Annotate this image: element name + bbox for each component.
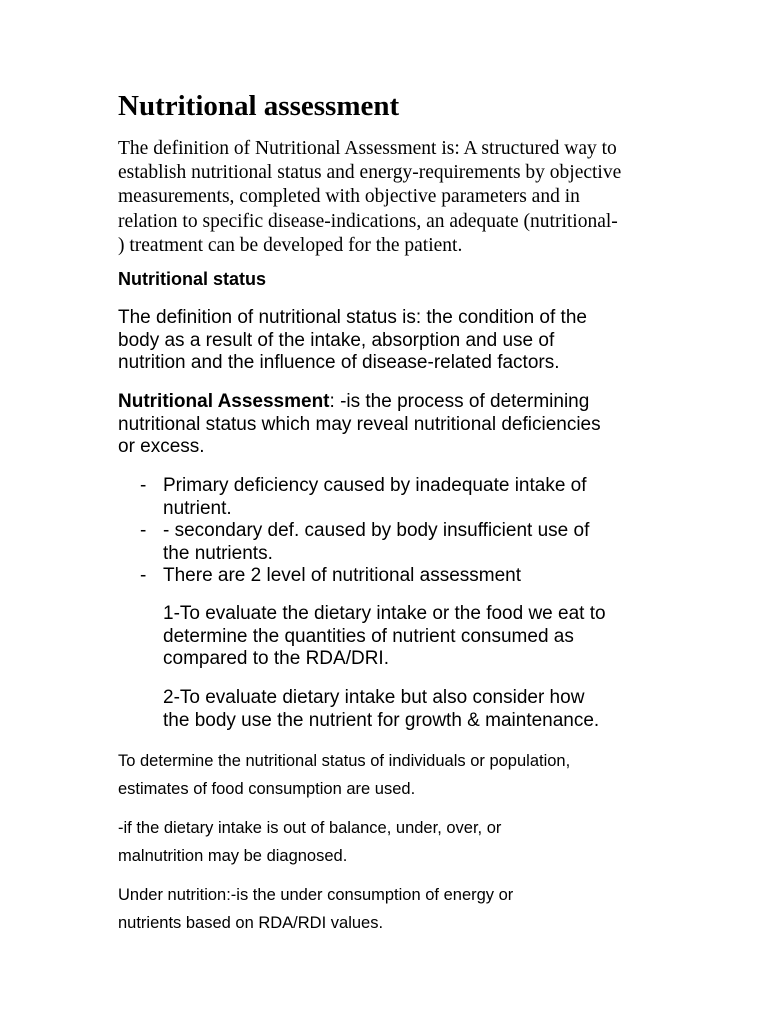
text-line: The definition of nutritional status is: the condition of the	[118, 307, 587, 328]
text-line: -if the dietary intake is out of balance, under, over, or	[118, 819, 502, 837]
text-line: malnutrition may be diagnosed.	[118, 847, 348, 865]
text-line: Under nutrition:-is the under consumption of energy or	[118, 886, 514, 904]
text-line: measurements, completed with objective parameters and in	[118, 186, 580, 208]
text-line	[118, 391, 678, 414]
assessment-term-rest: : -is the process of determining	[329, 391, 590, 412]
list-dash: -	[140, 520, 147, 541]
deficiency-list	[118, 475, 678, 588]
list-dash: -	[140, 565, 147, 586]
list-item	[118, 565, 678, 588]
text-line: determine the quantities of nutrient consumed as	[163, 625, 574, 647]
list-item	[118, 475, 678, 520]
page-title: Nutritional assessment	[118, 90, 400, 122]
text-line: establish nutritional status and energy-requirements by objective	[118, 162, 622, 184]
text-line: The definition of Nutritional Assessment is: A structured way to	[118, 138, 617, 159]
list-item	[118, 520, 678, 565]
assessment-definition-paragraph	[118, 137, 658, 258]
assessment-level-1	[163, 603, 683, 671]
text-line: the nutrients.	[163, 542, 273, 564]
text-line: 2-To evaluate dietary intake but also consider how	[163, 687, 585, 708]
text-line: nutrition and the influence of disease-related factors.	[118, 352, 560, 373]
text-line: There are 2 level of nutritional assessment	[163, 565, 522, 586]
text-line: relation to specific disease-indications, an adequate (nutritional-	[118, 210, 618, 232]
text-line: To determine the nutritional status of individuals or population,	[118, 752, 571, 770]
list-dash: -	[140, 475, 147, 496]
population-paragraph	[118, 747, 678, 803]
text-line: 1-To evaluate the dietary intake or the food we eat to	[163, 603, 606, 624]
text-line: - secondary def. caused by body insufficient use of	[163, 520, 590, 541]
assessment-term: Nutritional Assessment	[118, 391, 330, 412]
text-line: ) treatment can be developed for the patient.	[118, 234, 463, 256]
text-line: nutrients based on RDA/RDI values.	[118, 914, 384, 932]
text-line: body as a result of the intake, absorption and use of	[118, 329, 555, 351]
assessment-level-2	[163, 687, 683, 732]
dietary-balance-paragraph	[118, 814, 678, 870]
text-line: the body use the nutrient for growth & maintenance.	[163, 709, 600, 731]
text-line: Primary deficiency caused by inadequate intake of	[163, 475, 587, 496]
status-definition-paragraph	[118, 307, 678, 375]
text-line: nutritional status which may reveal nutritional deficiencies	[118, 413, 601, 435]
assessment-paragraph	[118, 391, 678, 459]
text-line: compared to the RDA/DRI.	[163, 648, 389, 669]
under-nutrition-paragraph	[118, 881, 678, 937]
text-line: or excess.	[118, 436, 205, 457]
text-line: estimates of food consumption are used.	[118, 780, 416, 798]
text-line: nutrient.	[163, 497, 232, 519]
nutritional-status-heading: Nutritional status	[118, 269, 267, 289]
